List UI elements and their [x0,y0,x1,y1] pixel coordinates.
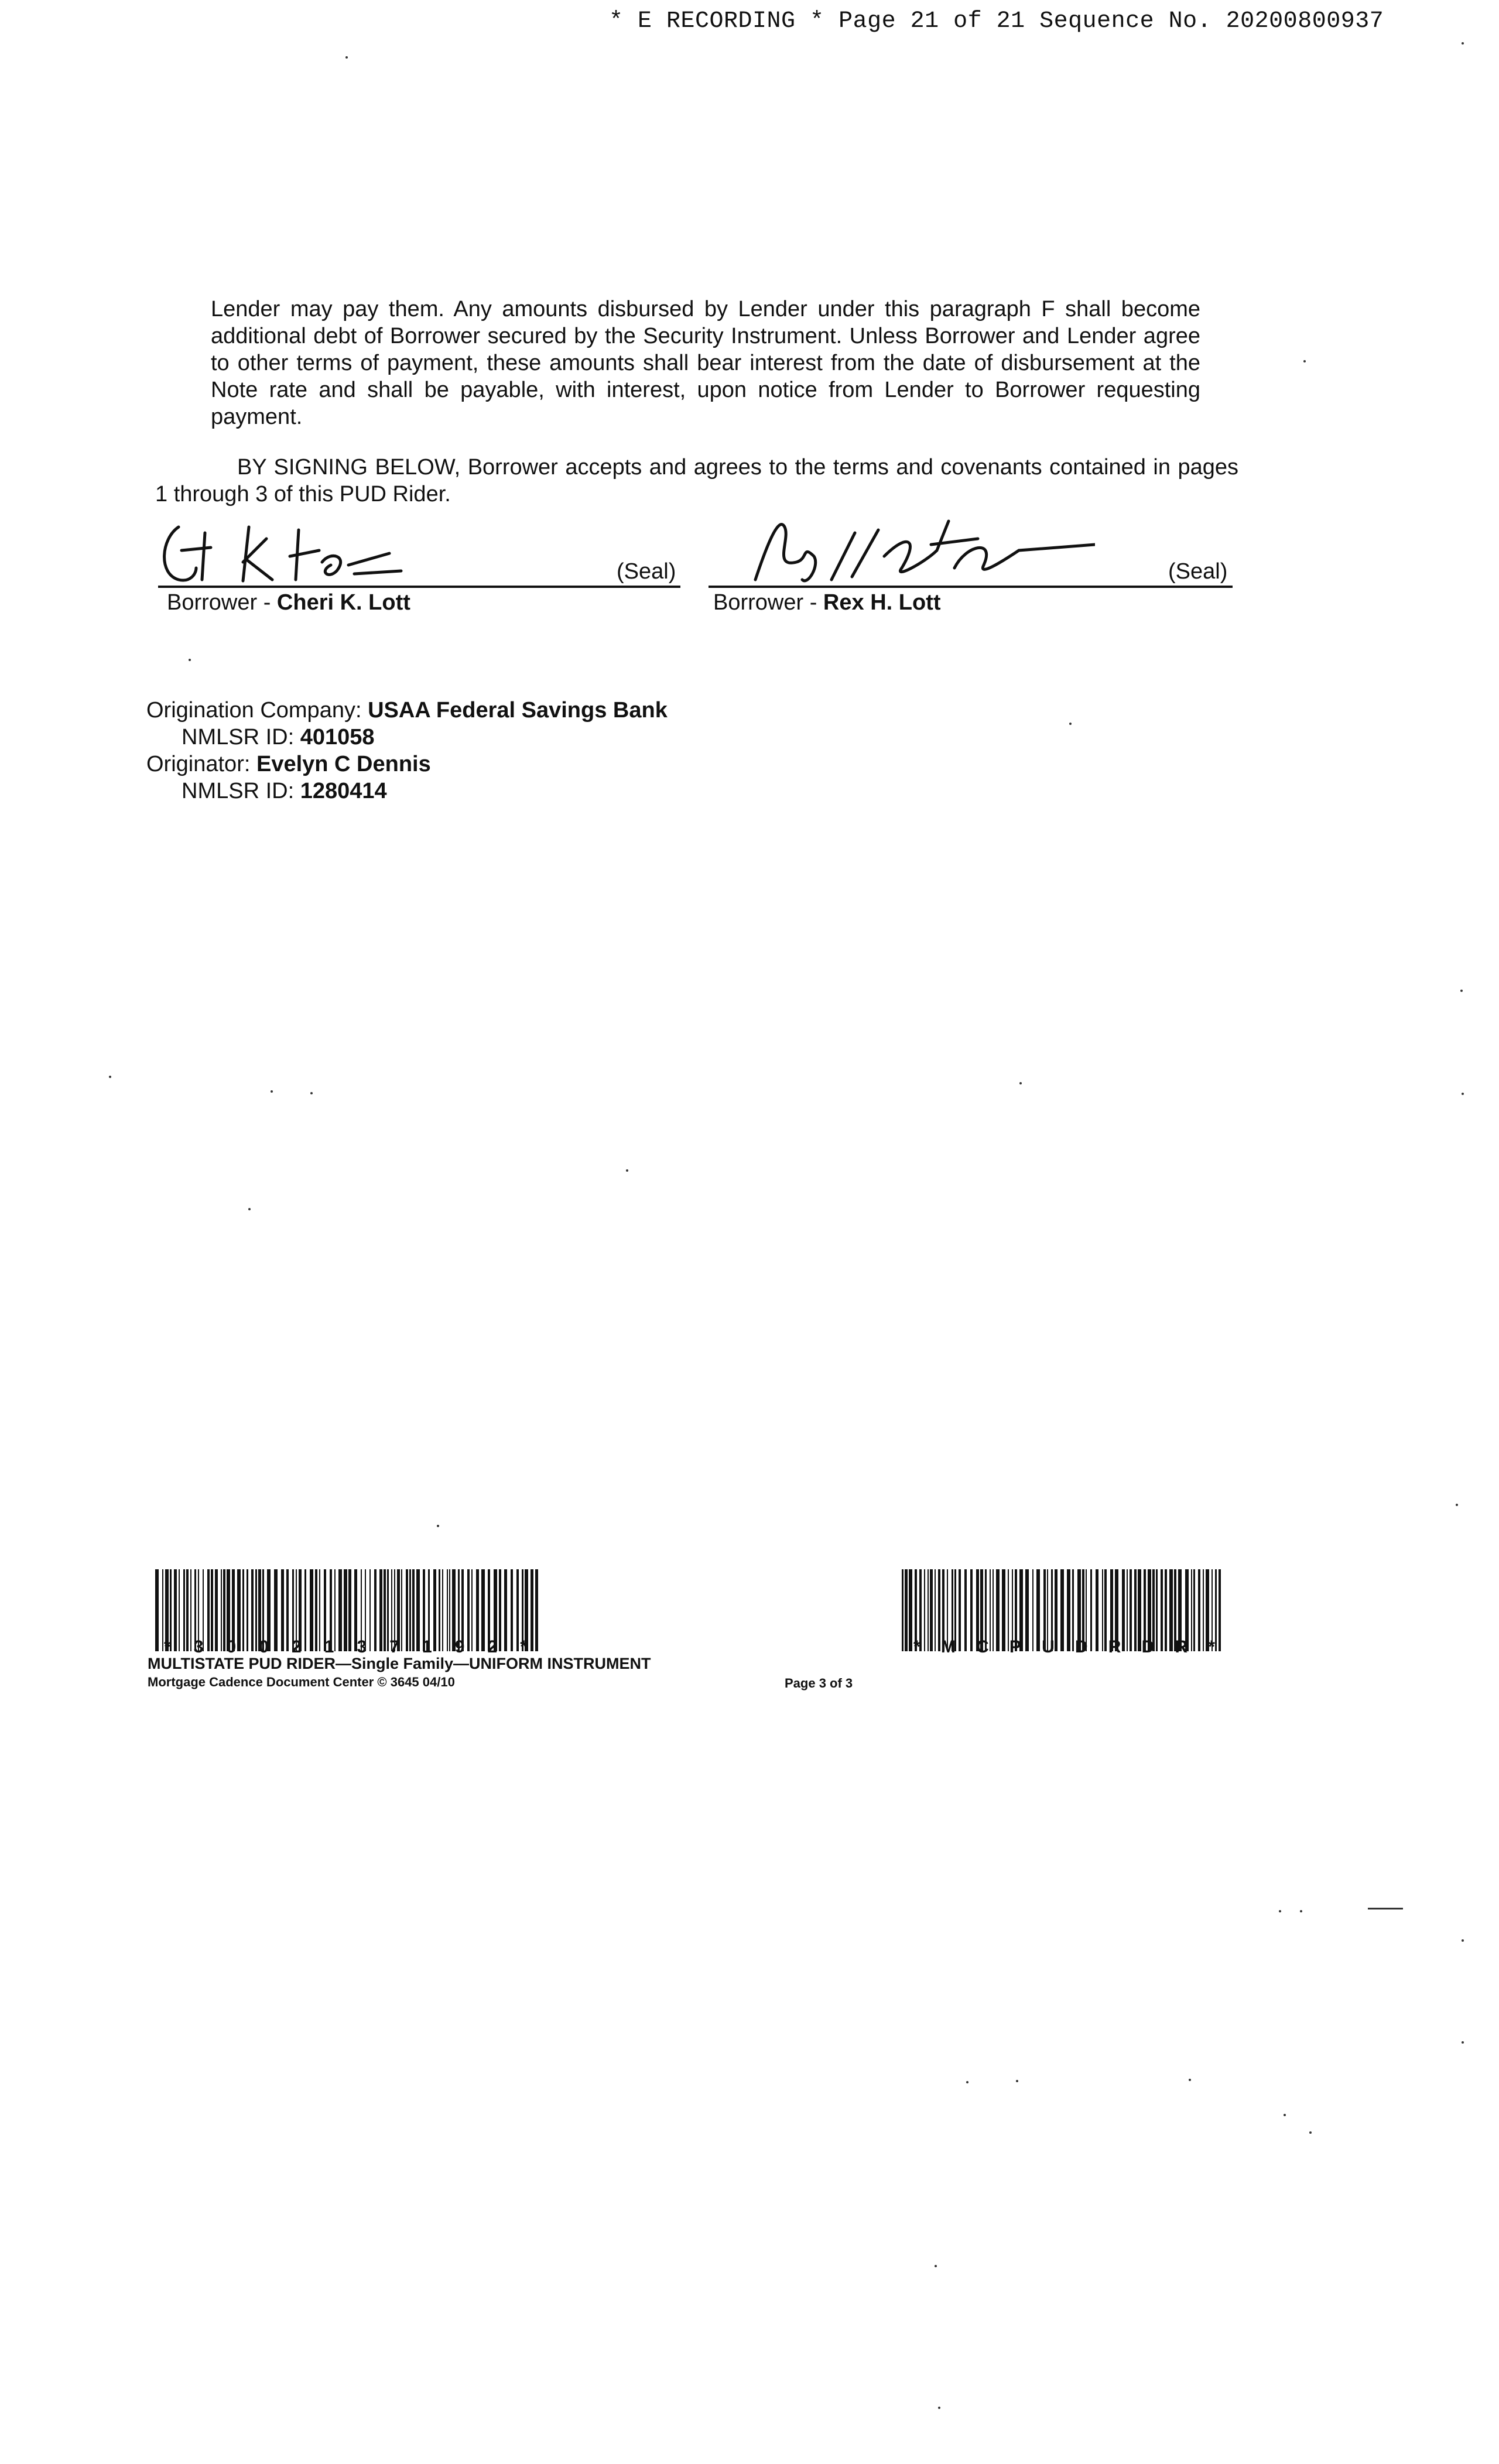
scan-speck [271,1090,273,1093]
barcode-right-char: R [1108,1637,1121,1657]
signer-name-rex: Rex H. Lott [823,590,941,615]
barcode-left-char: 0 [226,1637,237,1657]
originator-nmlsr-line [182,778,387,805]
originator-line [146,751,431,778]
barcode-right-text [913,1637,1215,1657]
scan-speck [1460,990,1463,992]
barcode-left-char: 2 [292,1637,302,1657]
originator-label: Originator: [146,752,256,776]
barcode-right-char: M [940,1637,956,1657]
scan-speck [189,659,191,661]
company-nmlsr-label: NMLSR ID: [182,725,300,750]
scan-speck [1462,42,1464,45]
barcode-left-char: 1 [422,1637,432,1657]
paragraph-lender-payment: Lender may pay them. Any amounts disbursed by Lender under this paragraph F shall become additional debt of Borrower secured by the Security Instrument. Unless Borrower and Lender agree to other terms of payment, these amounts shall bear interest from the date of disbursement at the Note rate and shall be payable, with interest, upon notice from Lender to Borrower requesting payment. [211,297,1200,429]
barcode-right-char: D [1074,1637,1088,1657]
origination-company-name: USAA Federal Savings Bank [368,698,668,723]
signature-rex-image [744,509,1095,591]
company-nmlsr-line [182,724,375,751]
barcode-left-char: 7 [389,1637,399,1657]
scan-speck [1303,360,1306,362]
barcode-right-char: D [1141,1637,1155,1657]
scan-speck [310,1092,313,1094]
origination-company-line [146,697,668,724]
scan-speck [1069,723,1072,725]
signature-line-cheri [158,586,680,588]
scan-speck [1462,1939,1464,1942]
barcode-left-char: 3 [193,1637,204,1657]
origination-company-label: Origination Company: [146,698,368,723]
scan-speck [938,2407,940,2409]
scan-speck [1462,1093,1464,1095]
barcode-left-char: 3 [357,1637,367,1657]
originator-name: Evelyn C Dennis [256,752,431,776]
barcode-right-char: R [1175,1637,1188,1657]
scan-speck [1279,1910,1281,1912]
barcode-left-char: * [520,1637,527,1657]
page-number: Page 3 of 3 [785,1676,853,1690]
scan-mark [1368,1908,1403,1909]
company-nmlsr-value: 401058 [300,725,375,750]
scan-speck [1456,1504,1458,1506]
scan-speck [345,56,348,59]
scan-speck [935,2265,937,2267]
paragraph-signing: BY SIGNING BELOW, Borrower accepts and agrees to the terms and covenants contained in pages 1 through 3 of this PUD Rider. [155,455,1238,507]
signer-label-cheri [167,590,410,615]
scan-speck [1309,2131,1312,2134]
scan-speck [1284,2114,1286,2116]
seal-label-rex: (Seal) [1168,559,1228,584]
scan-speck [248,1208,251,1210]
barcode-right-char: * [1208,1637,1215,1657]
scan-speck [1189,2079,1191,2081]
scan-speck [1300,1910,1302,1912]
scan-speck [966,2081,968,2083]
form-title: MULTISTATE PUD RIDER—Single Family—UNIFORM INSTRUMENT [148,1655,651,1672]
barcode-left-char: 0 [259,1637,269,1657]
barcode-right-char: P [1009,1637,1021,1657]
scan-speck [1019,1082,1022,1084]
scan-speck [437,1525,439,1527]
signer-label-rex [713,590,940,615]
barcode-right-char: * [913,1637,920,1657]
scan-speck [1462,2041,1464,2044]
signature-line-rex [709,586,1233,588]
scan-speck [626,1169,628,1172]
signer-role-rex: Borrower - [713,590,823,615]
originator-nmlsr-value: 1280414 [300,779,387,803]
scan-speck [1016,2080,1018,2082]
scan-speck [109,1076,111,1078]
barcode-left-char: 9 [454,1637,465,1657]
barcode-right-char: U [1042,1637,1055,1657]
seal-label-cheri: (Seal) [617,559,676,584]
originator-nmlsr-label: NMLSR ID: [182,779,300,803]
form-source: Mortgage Cadence Document Center © 3645 04/10 [148,1675,455,1689]
barcode-left-char: * [164,1637,171,1657]
barcode-right-char: C [976,1637,989,1657]
barcode-left-text [164,1637,527,1657]
signer-role-cheri: Borrower - [167,590,277,615]
signer-name-cheri: Cheri K. Lott [276,590,410,615]
signature-cheri-image [155,515,483,591]
barcode-left-char: 1 [324,1637,334,1657]
barcode-left-char: 2 [487,1637,498,1657]
recording-header: * E RECORDING * Page 21 of 21 Sequence No. 20200800937 [609,8,1384,35]
